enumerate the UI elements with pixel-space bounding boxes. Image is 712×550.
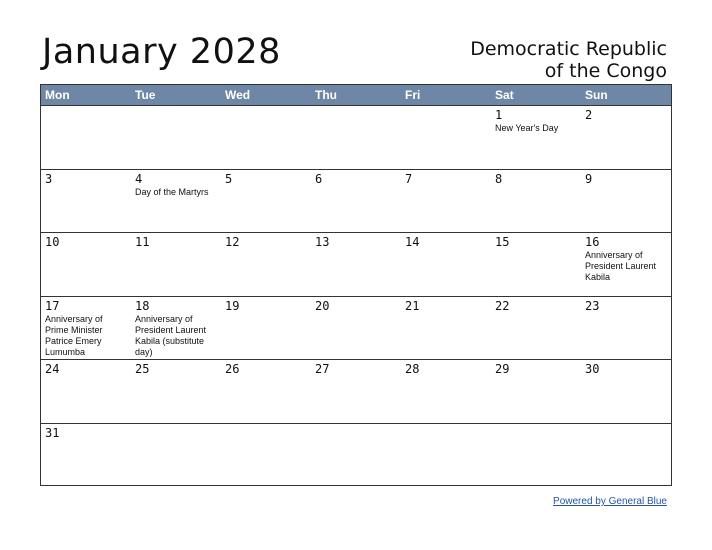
day-cell	[311, 360, 401, 423]
day-cell	[491, 297, 581, 360]
day-cell	[401, 424, 491, 488]
week-row	[41, 424, 671, 488]
country-line-2: of the Congo	[544, 60, 667, 82]
holiday-label: Anniversary of Prime Minister Patrice Emery Lumumba	[45, 313, 103, 357]
day-number: 14	[405, 235, 420, 249]
day-cell	[221, 297, 311, 360]
day-cell	[41, 424, 131, 488]
day-cell	[491, 106, 581, 169]
day-cell	[311, 233, 401, 296]
week-row	[41, 233, 671, 297]
day-number: 27	[315, 362, 330, 376]
day-cell	[221, 233, 311, 296]
day-number: 10	[45, 235, 60, 249]
day-number: 25	[135, 362, 150, 376]
day-cell	[581, 297, 671, 360]
day-cell	[491, 233, 581, 296]
day-number: 21	[405, 298, 420, 313]
day-cell	[311, 106, 401, 169]
day-cell	[41, 360, 131, 423]
day-cell	[131, 106, 221, 169]
day-cell	[401, 233, 491, 296]
day-number: 19	[225, 298, 240, 313]
day-number: 31	[45, 425, 60, 440]
weekday-header	[41, 85, 671, 106]
day-number: 18	[135, 298, 150, 313]
day-number: 26	[225, 362, 240, 376]
day-number: 12	[225, 235, 240, 249]
week-row	[41, 106, 671, 170]
week-row	[41, 360, 671, 424]
day-number: 15	[495, 235, 510, 249]
powered-by-link[interactable]: Powered by General Blue	[553, 496, 667, 507]
day-cell	[311, 170, 401, 233]
day-number: 1	[495, 108, 503, 122]
day-number: 8	[495, 171, 503, 186]
day-cell	[41, 233, 131, 296]
day-cell	[401, 297, 491, 360]
day-number: 4	[135, 171, 143, 186]
day-number: 20	[315, 298, 330, 313]
weekday-fri: Fri	[405, 88, 421, 102]
day-cell	[131, 233, 221, 296]
day-cell	[131, 170, 221, 233]
day-cell	[221, 360, 311, 423]
day-cell	[131, 360, 221, 423]
holiday-label: New Year's Day	[495, 123, 559, 133]
day-number: 5	[225, 171, 233, 186]
day-number: 13	[315, 235, 330, 249]
day-cell	[401, 360, 491, 423]
week-row	[41, 297, 671, 361]
day-cell	[401, 106, 491, 169]
day-number: 6	[315, 171, 323, 186]
holiday-label: Anniversary of President Laurent Kabila (substitute day)	[135, 313, 207, 357]
day-cell	[581, 233, 671, 296]
weekday-wed: Wed	[225, 88, 251, 102]
day-number: 22	[495, 298, 510, 313]
day-number: 16	[585, 235, 600, 249]
weekday-thu: Thu	[315, 88, 337, 102]
day-cell	[131, 424, 221, 488]
day-cell	[131, 297, 221, 360]
day-cell	[41, 106, 131, 169]
day-cell	[311, 424, 401, 488]
holiday-label: Anniversary of President Laurent Kabila	[585, 250, 657, 282]
day-number: 7	[405, 171, 413, 186]
day-number: 2	[585, 108, 593, 122]
weekday-sun: Sun	[585, 88, 608, 102]
day-cell	[581, 424, 671, 488]
day-cell	[221, 106, 311, 169]
calendar-grid	[40, 84, 672, 486]
day-number: 17	[45, 298, 60, 313]
day-number: 30	[585, 362, 600, 376]
weekday-sat: Sat	[495, 88, 514, 102]
day-cell	[221, 424, 311, 488]
day-number: 3	[45, 171, 53, 186]
day-cell	[41, 170, 131, 233]
day-number: 9	[585, 171, 593, 186]
day-number: 11	[135, 235, 150, 249]
day-cell	[581, 106, 671, 169]
holiday-label: Day of the Martyrs	[135, 186, 209, 197]
page-title: January 2028	[42, 32, 281, 72]
weekday-mon: Mon	[45, 88, 70, 102]
day-cell	[491, 424, 581, 488]
day-cell	[221, 170, 311, 233]
day-number: 28	[405, 362, 420, 376]
country-name	[407, 38, 667, 82]
day-cell	[491, 170, 581, 233]
weekday-tue: Tue	[135, 88, 156, 102]
day-number: 29	[495, 362, 510, 376]
day-cell	[311, 297, 401, 360]
day-number: 23	[585, 298, 600, 313]
day-cell	[401, 170, 491, 233]
day-cell	[581, 360, 671, 423]
day-cell	[491, 360, 581, 423]
country-line-1: Democratic Republic	[470, 38, 667, 60]
day-number: 24	[45, 362, 60, 376]
day-cell	[581, 170, 671, 233]
day-cell	[41, 297, 131, 360]
week-row	[41, 170, 671, 234]
